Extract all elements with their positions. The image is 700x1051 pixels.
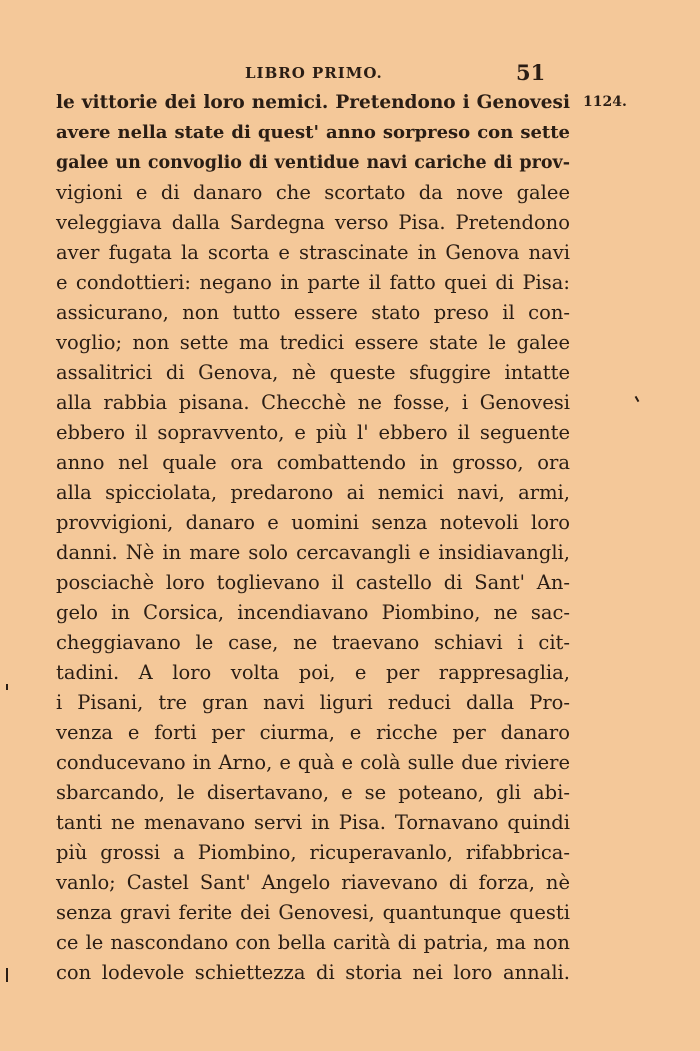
text-line: galee un convoglio di ventidue navi cariche di prov-	[56, 153, 570, 173]
text-line: tanti ne menavano servi in Pisa. Tornavano quindi	[56, 811, 570, 834]
text-line: assicurano, non tutto essere stato preso il con-	[56, 301, 570, 324]
text-line: con lodevole schiettezza di storia nei loro annali.	[56, 961, 570, 984]
text-line: anno nel quale ora combattendo in grosso, ora	[56, 451, 570, 474]
text-line: conducevano in Arno, e quà e colà sulle due riviere	[56, 751, 570, 774]
text-line: i Pisani, tre gran navi liguri reduci dalla Pro-	[56, 691, 570, 714]
margin-year-note: 1124.	[583, 94, 627, 110]
text-line: venza e forti per ciurma, e ricche per danaro	[56, 721, 570, 744]
text-line: aver fugata la scorta e strascinate in Genova navi	[56, 241, 570, 264]
text-line: ebbero il sopravvento, e più l' ebbero il seguente	[56, 421, 570, 444]
page-header	[0, 60, 700, 88]
text-line: voglio; non sette ma tredici essere state le galee	[56, 331, 570, 354]
text-line: danni. Nè in mare solo cercavangli e insidiavangli,	[56, 541, 570, 564]
text-line: e condottieri: negano in parte il fatto quei di Pisa:	[56, 271, 570, 294]
text-line: ce le nascondano con bella carità di patria, ma non	[56, 931, 570, 954]
text-line: senza gravi ferite dei Genovesi, quantunque questi	[56, 901, 570, 924]
text-line: gelo in Corsica, incendiavano Piombino, ne sac-	[56, 601, 570, 624]
page-number: 51	[516, 60, 546, 85]
running-head: LIBRO PRIMO.	[245, 64, 383, 82]
text-line: tadini. A loro volta poi, e per rappresaglia,	[56, 661, 570, 684]
text-line: provvigioni, danaro e uomini senza notevoli loro	[56, 511, 570, 534]
text-line: posciachè loro toglievano il castello di Sant' An-	[56, 571, 570, 594]
print-speck	[6, 684, 8, 690]
text-line: avere nella state di quest' anno sorpreso con sette	[56, 122, 570, 143]
body-text	[56, 88, 570, 988]
text-line: sbarcando, le disertavano, e se poteano, gli abi-	[56, 781, 570, 804]
text-line: alla spicciolata, predarono ai nemici navi, armi,	[56, 481, 570, 504]
text-line: assalitrici di Genova, nè queste sfuggire intatte	[56, 361, 570, 384]
text-line: vanlo; Castel Sant' Angelo riavevano di forza, nè	[56, 871, 570, 894]
text-line: alla rabbia pisana. Checchè ne fosse, i Genovesi	[56, 391, 570, 414]
text-line: le vittorie dei loro nemici. Pretendono i Genovesi	[56, 92, 570, 113]
text-line: più grossi a Piombino, ricuperavanlo, rifabbrica-	[56, 841, 570, 864]
print-speck	[6, 968, 8, 982]
text-line: cheggiavano le case, ne traevano schiavi i cit-	[56, 631, 570, 654]
print-speck	[635, 396, 640, 402]
text-line: veleggiava dalla Sardegna verso Pisa. Pretendono	[56, 211, 570, 234]
text-line: vigioni e di danaro che scortato da nove galee	[56, 181, 570, 204]
